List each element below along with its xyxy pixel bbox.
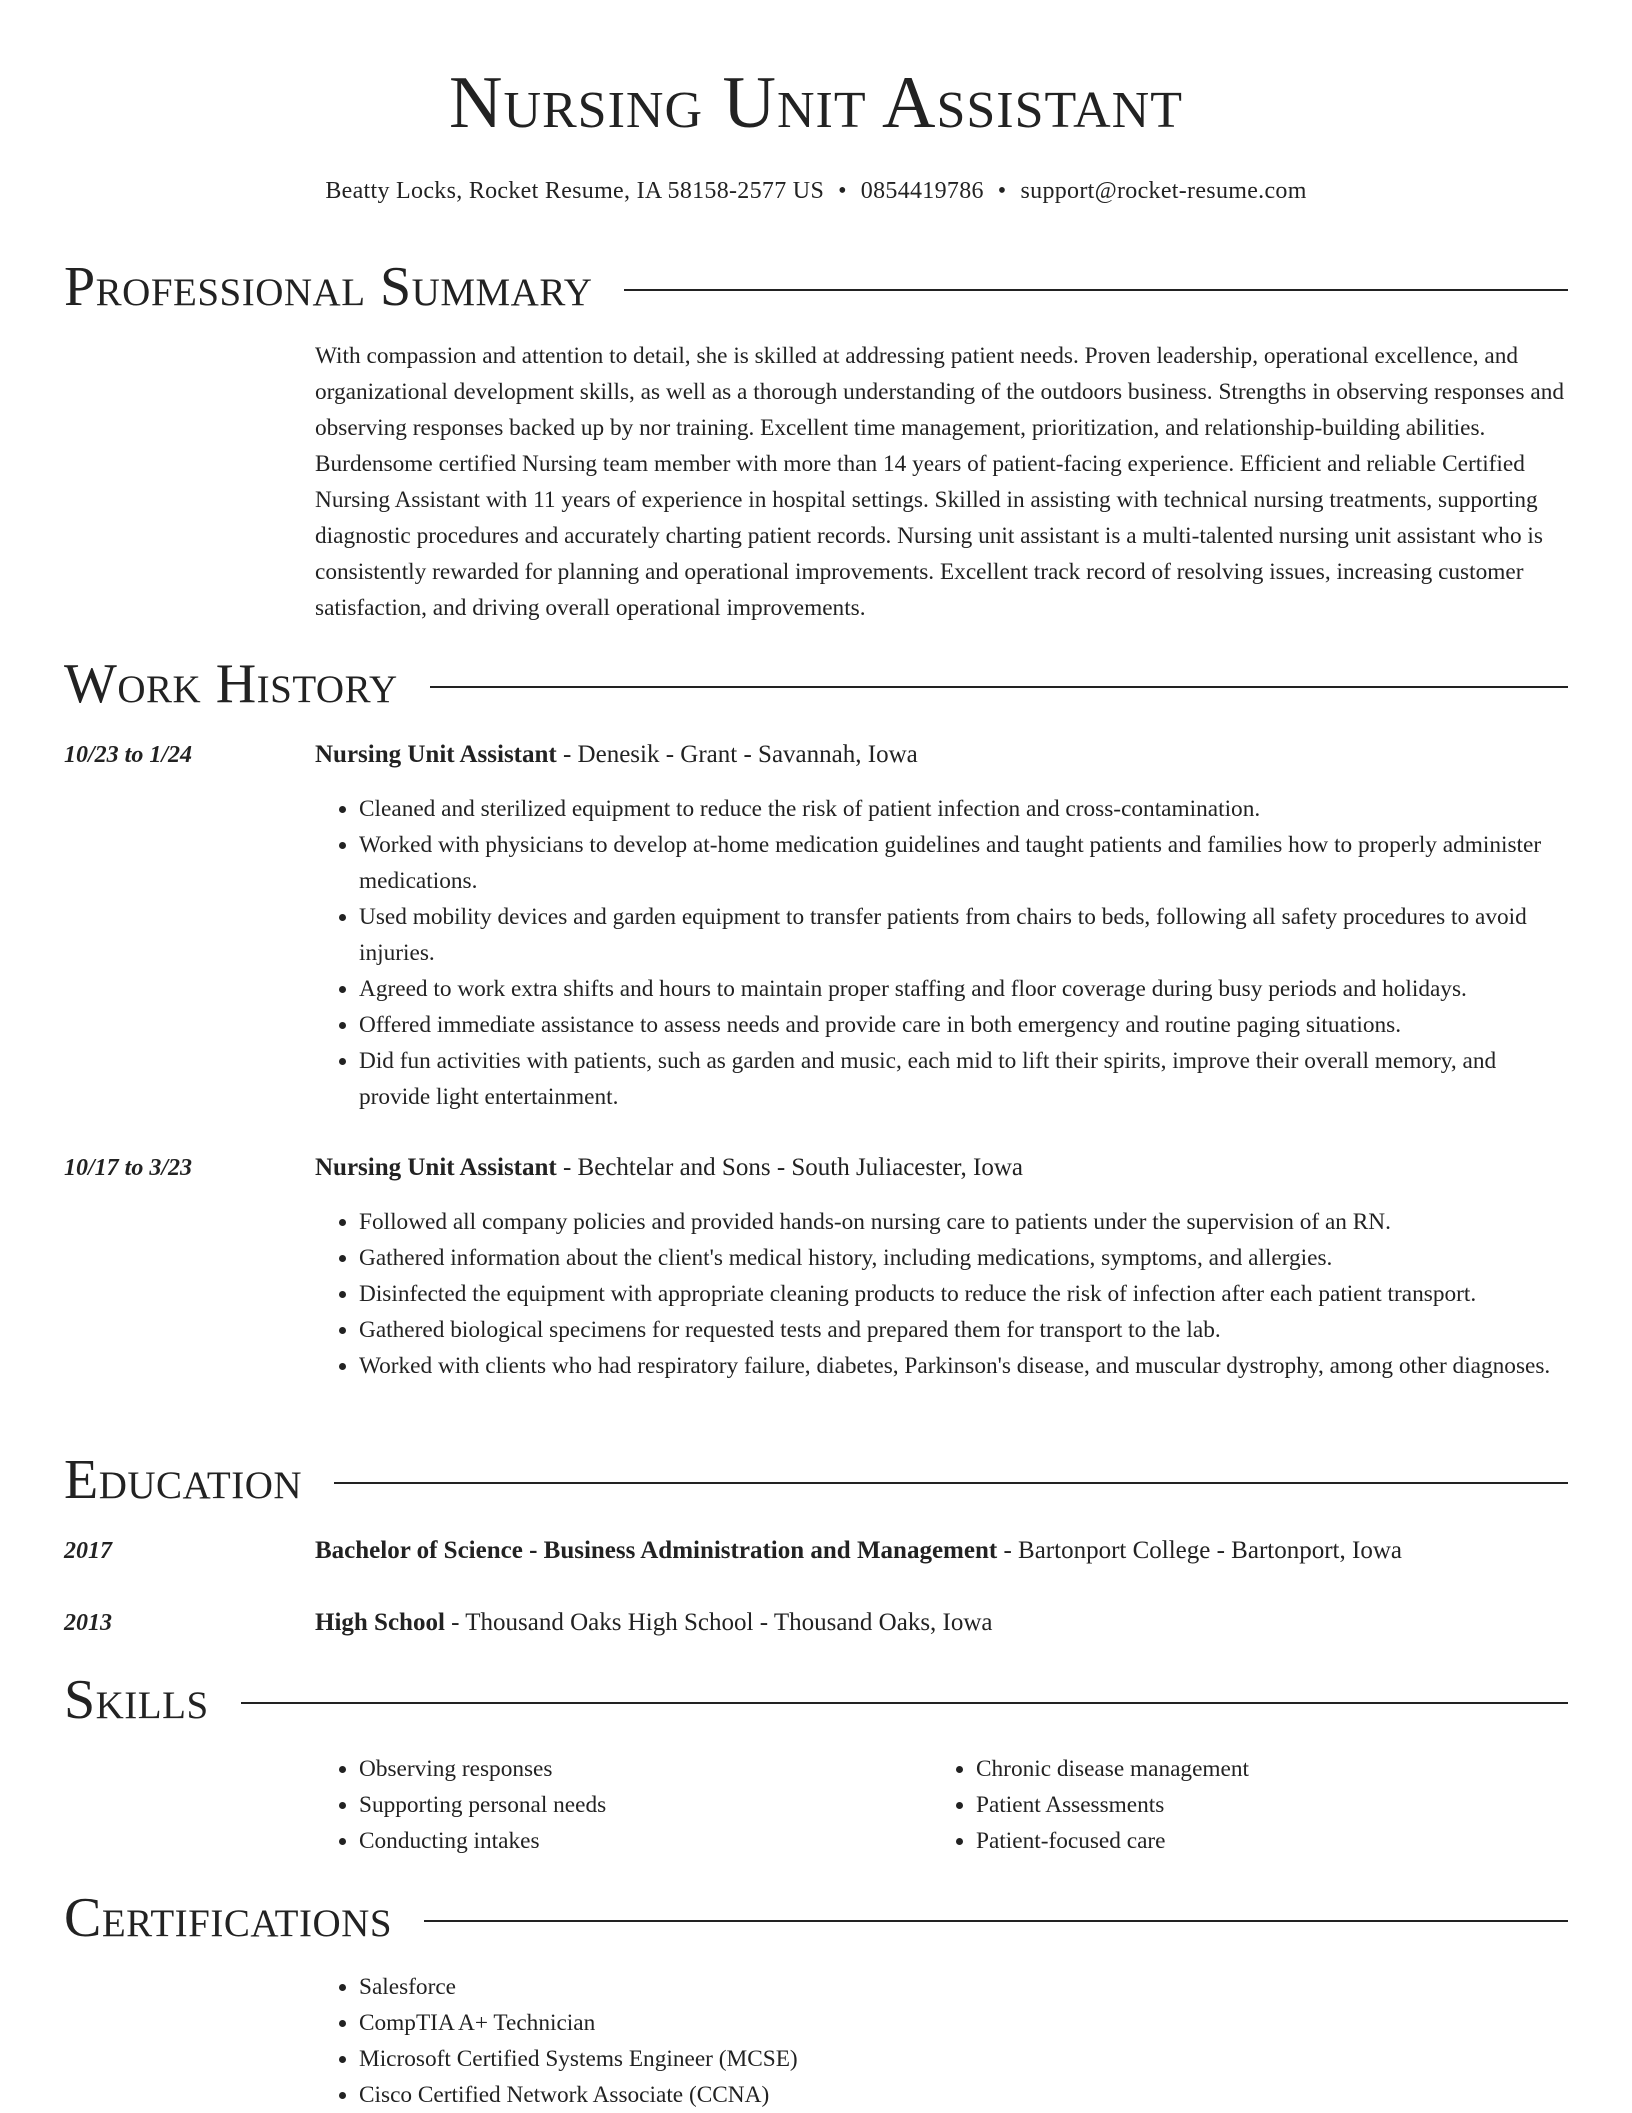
list-item: • Worked with physicians to develop at-home medication guidelines and taught patients and families how to properly administer medications. [359,827,1571,899]
skill-item: • Patient Assessments [976,1787,1532,1823]
section-divider [241,1702,1568,1704]
skill-item: • Conducting intakes [359,1823,915,1859]
section-divider [430,686,1568,688]
list-item: • Gathered biological specimens for requested tests and prepared them for transport to the lab. [359,1312,1571,1348]
job-details: - Bechtelar and Sons - South Juliacester, Iowa [556,1154,1023,1181]
summary-section-header [64,252,1568,322]
contact-phone: 0854419786 [860,178,984,204]
skill-item: • Observing responses [359,1751,915,1787]
job-date: 10/17 to 3/23 [64,1155,193,1181]
list-item: • Followed all company policies and provided hands-on nursing care to patients under the supervision of an RN. [359,1204,1571,1240]
work-heading: Work History [64,653,398,715]
skills-section-header [64,1665,1568,1735]
skill-item: • Supporting personal needs [359,1787,915,1823]
list-item: • Disinfected the equipment with appropriate cleaning products to reduce the risk of infection after each patient transport. [359,1276,1571,1312]
certification-item: • Microsoft Certified Systems Engineer (MCSE) [359,2041,1571,2077]
contact-separator: • [997,178,1007,204]
education-line [315,1534,1571,1568]
certifications-heading: Certifications [64,1887,393,1949]
certification-item: • Cisco Certified Network Associate (CCNA) [359,2077,1571,2113]
skill-item: • Patient-focused care [976,1823,1532,1859]
skills-heading: Skills [64,1669,209,1731]
skills-list-left [315,1751,915,1859]
education-degree: Bachelor of Science - Business Administration and Management [315,1537,998,1564]
certification-item: • CompTIA A+ Technician [359,2005,1571,2041]
skill-item: • Chronic disease management [976,1751,1532,1787]
work-section-header [64,649,1568,719]
section-divider [334,1482,1568,1484]
list-item: • Used mobility devices and garden equipment to transfer patients from chairs to beds, following all safety procedures to avoid injuries. [359,899,1571,971]
job-title-line [315,1151,1571,1185]
list-item: • Cleaned and sterilized equipment to reduce the risk of patient infection and cross-contamination. [359,791,1571,827]
contact-separator: • [838,178,847,204]
education-heading: Education [64,1449,303,1511]
job-bullets [315,791,1571,1115]
job-details: - Denesik - Grant - Savannah, Iowa [556,741,918,768]
contact-email: support@rocket-resume.com [1020,178,1307,204]
contact-line [0,174,1632,208]
summary-text: With compassion and attention to detail, she is skilled at addressing patient needs. Proven leadership, operational excellence, and organizational development skills, as well as a thorough understanding of the outdoors business. Strengths in observing responses and observing responses backed up by nor training. Excellent time management, prioritization, and relationship-building abilities. Burdensome certified Nursing team member with more than 14 years of patient-facing experience. Efficient and reliable Certified Nursing Assistant with 11 years of experience in hospital settings. Skilled in assisting with technical nursing treatments, supporting diagnostic procedures and accurately charting patient records. Nursing unit assistant is a multi-talented nursing unit assistant who is consistently rewarded for planning and operational improvements. Excellent track record of resolving issues, increasing customer satisfaction, and driving overall operational improvements. [315,343,1564,621]
job-date: 10/23 to 1/24 [64,742,193,768]
certifications-section-header [64,1883,1568,1953]
list-item: • Agreed to work extra shifts and hours to maintain proper staffing and floor coverage during busy periods and holidays. [359,971,1571,1007]
contact-address: Beatty Locks, Rocket Resume, IA 58158-2577 US [325,178,825,204]
education-degree: High School [315,1609,445,1636]
certification-item: • Salesforce [359,1969,1571,2005]
list-item: • Did fun activities with patients, such as garden and music, each mid to lift their spirits, improve their overall memory, and provide light entertainment. [359,1043,1571,1115]
certifications-list [315,1969,1571,2113]
skills-list-right [932,1751,1532,1859]
education-details: - Thousand Oaks High School - Thousand Oaks, Iowa [444,1609,993,1636]
list-item: • Worked with clients who had respiratory failure, diabetes, Parkinson's disease, and muscular dystrophy, among other diagnoses. [359,1348,1571,1384]
education-year: 2017 [64,1538,112,1564]
section-divider [624,289,1568,291]
job-title: Nursing Unit Assistant [315,1154,557,1181]
education-year: 2013 [64,1610,112,1636]
list-item: • Offered immediate assistance to assess needs and provide care in both emergency and routine paging situations. [359,1007,1571,1043]
section-divider [424,1920,1568,1922]
education-section-header [64,1445,1568,1515]
education-line [315,1606,1571,1640]
job-title: Nursing Unit Assistant [315,741,557,768]
job-title-line [315,738,1571,772]
list-item: • Gathered information about the client's medical history, including medications, symptoms, and allergies. [359,1240,1571,1276]
education-details: - Bartonport College - Bartonport, Iowa [997,1537,1402,1564]
summary-heading: Professional Summary [64,256,593,318]
job-bullets [315,1204,1571,1384]
resume-title: Nursing Unit Assistant [449,62,1183,144]
